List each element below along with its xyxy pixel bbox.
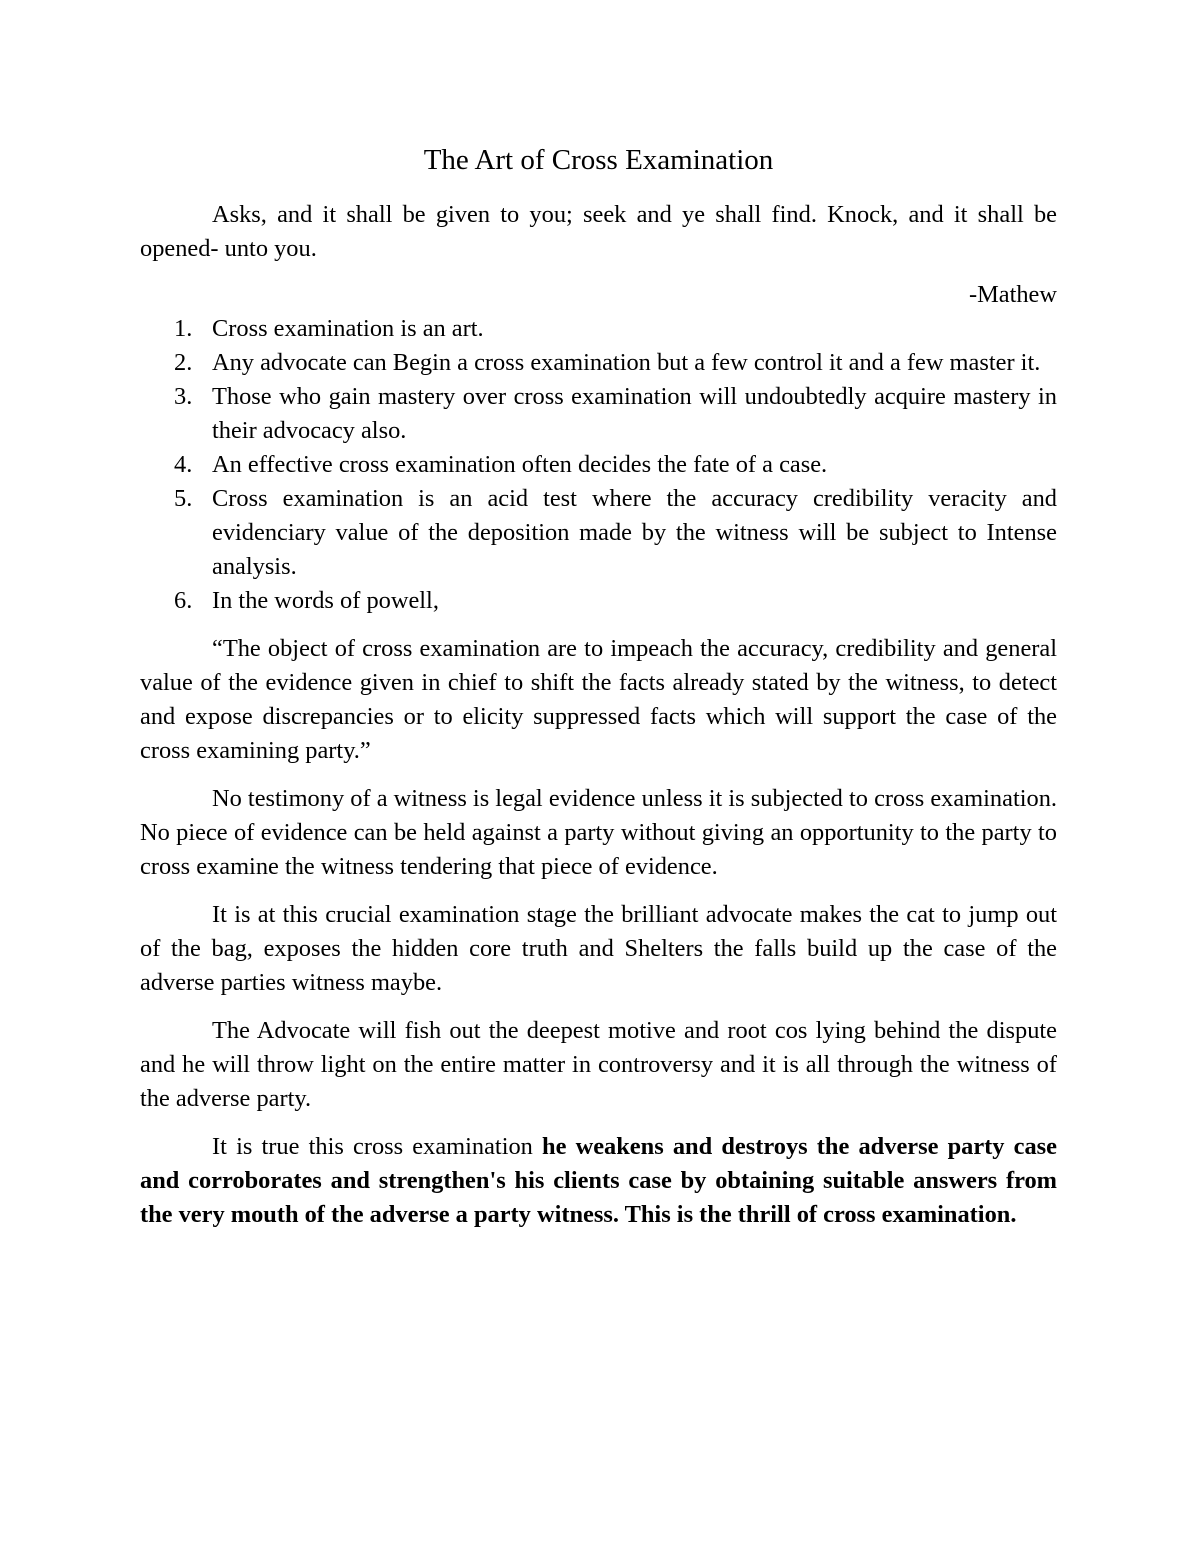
document-title: The Art of Cross Examination — [423, 144, 774, 176]
epigraph-attribution: -Mathew — [968, 281, 1057, 308]
list-item-number: 2. — [174, 349, 193, 376]
list-item-text: An effective cross examination often decides the fate of a case. — [212, 451, 828, 478]
paragraph-motive: The Advocate will fish out the deepest motive and root cos lying behind the dispute and he will throw light on the entire matter in controversy and it is all through the witness of the adverse party. — [140, 1017, 1057, 1112]
list-item-number: 6. — [174, 587, 193, 614]
numbered-list — [140, 312, 1057, 618]
list-item-text: Cross examination is an art. — [212, 315, 484, 342]
list-item-text: Any advocate can Begin a cross examination but a few control it and a few master it. — [212, 349, 1041, 376]
document-page — [140, 140, 1057, 1232]
list-item-text: Cross examination is an acid test where the accuracy credibility veracity and evidenciary value of the deposition made by the witness will be subject to Intense analysis. — [212, 485, 1057, 580]
list-item — [140, 448, 1057, 482]
epigraph: Asks, and it shall be given to you; seek and ye shall find. Knock, and it shall be opened- unto you. — [140, 201, 1057, 262]
list-item-number: 1. — [174, 315, 193, 342]
powell-quote: “The object of cross examination are to impeach the accuracy, credibility and general value of the evidence given in chief to shift the facts already stated by the witness, to detect and expose discrepancies or to elicity suppressed facts which will support the case of the cross examining party.” — [140, 635, 1057, 764]
paragraph-crucial-stage: It is at this crucial examination stage the brilliant advocate makes the cat to jump out of the bag, exposes the hidden core truth and Shelters the falls build up the case of the adverse parties witness maybe. — [140, 901, 1057, 996]
list-item — [140, 346, 1057, 380]
list-item-number: 3. — [174, 383, 193, 410]
list-item-number: 5. — [174, 485, 193, 512]
list-item-text: Those who gain mastery over cross examination will undoubtedly acquire mastery in their advocacy also. — [212, 383, 1057, 444]
paragraph-testimony: No testimony of a witness is legal evidence unless it is subjected to cross examination. No piece of evidence can be held against a party without giving an opportunity to the party to cross examine the witness tendering that piece of evidence. — [140, 785, 1057, 880]
list-item — [140, 380, 1057, 448]
paragraph-thrill — [140, 1130, 1057, 1232]
paragraph-thrill-plain: It is true this cross examination — [212, 1133, 543, 1160]
list-item-number: 4. — [174, 451, 193, 478]
list-item — [140, 584, 1057, 618]
list-item — [140, 482, 1057, 584]
list-item-text: In the words of powell, — [212, 587, 439, 614]
paragraph-thrill-bold: he weakens and destroys the adverse party case and corroborates and strengthen's his clients case by obtaining suitable answers from the very mouth of the adverse a party witness. This is the thrill of cross examination. — [140, 1133, 1057, 1228]
list-item — [140, 312, 1057, 346]
